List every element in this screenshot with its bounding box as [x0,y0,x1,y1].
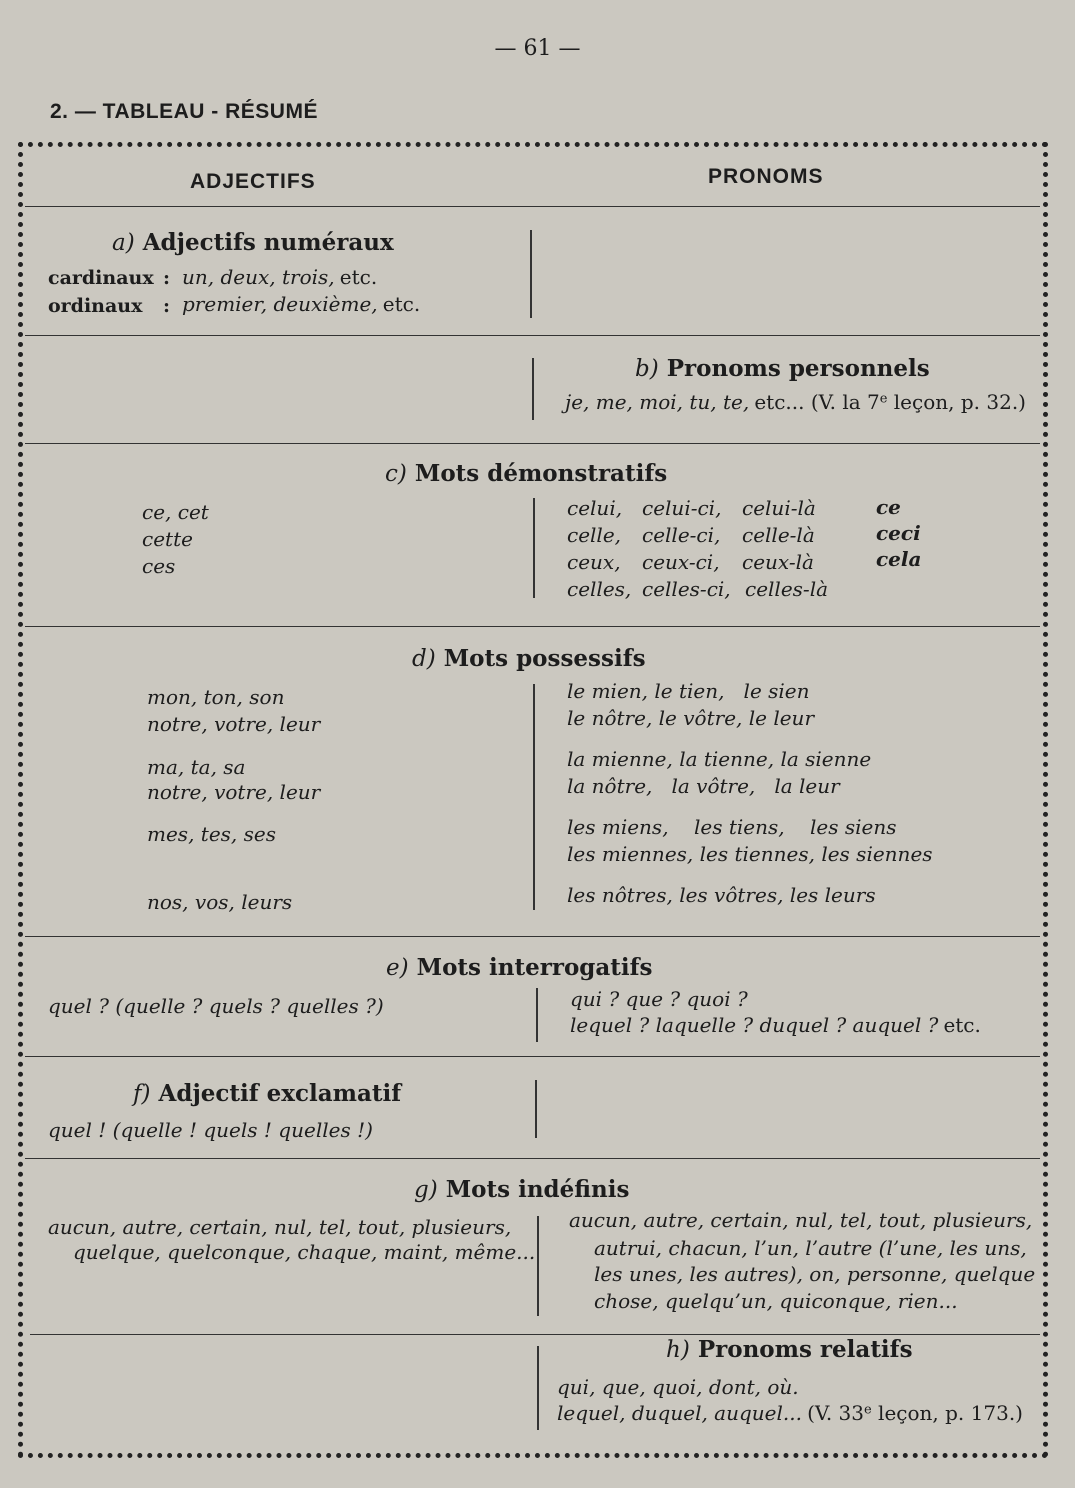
header-pronoms: PRONOMS [708,165,824,188]
column-divider [530,230,532,318]
demonstrative-pronoun: ceux-là [742,550,814,574]
row-divider [25,335,1040,336]
column-divider [535,1080,537,1138]
row-divider [25,1056,1040,1057]
possessive-adjective: notre, votre, leur [147,780,321,804]
demonstrative-pronoun: ceux-ci, [642,550,720,574]
header-adjectifs: ADJECTIFS [190,170,316,193]
section-g-title: g) Mots indéfinis [414,1176,630,1203]
section-e-title: e) Mots interrogatifs [386,954,653,981]
personal-pronouns-line: je, me, moi, tu, te, etc... (V. la 7e leçon, p. 32.) [565,390,1026,414]
ordinaux-examples: premier, deuxième, etc. [182,292,421,316]
demonstrative-pronoun: celle, [567,523,622,547]
demonstrative-pronoun: celle-ci, [642,523,721,547]
demonstrative-pronoun: ceux, [567,550,621,574]
column-divider [533,684,535,910]
section-a-title: a) Adjectifs numéraux [112,229,394,256]
relative-pronoun: lequel, duquel, auquel... (V. 33e leçon, p. 173.) [557,1401,1023,1425]
demonstrative-pronoun: celui-ci, [642,496,722,520]
possessive-pronoun: la nôtre, la vôtre, la leur [567,774,840,798]
interrogative-pronoun: lequel ? laquelle ? duquel ? auquel ? etc. [570,1013,981,1037]
section-f-title: f) Adjectif exclamatif [133,1080,402,1107]
possessive-pronoun: les miens, les tiens, les siens [567,815,897,839]
cardinaux-examples: un, deux, trois, etc. [182,265,378,289]
section-title: 2. — TABLEAU - RÉSUMÉ [50,100,318,123]
demonstrative-adjective: ces [142,554,176,578]
possessive-pronoun: la mienne, la tienne, la sienne [567,747,872,771]
demonstrative-pronoun: celles-là [745,577,829,601]
indefinite-adjective: aucun, autre, certain, nul, tel, tout, plusieurs, [48,1215,512,1239]
demonstrative-pronoun: celui-là [742,496,816,520]
demonstrative-adjective: ce, cet [142,500,209,524]
indefinite-pronoun: les unes, les autres), on, personne, quelque [594,1262,1036,1286]
demonstrative-pronoun: celles-ci, [642,577,731,601]
indefinite-pronoun: aucun, autre, certain, nul, tel, tout, plusieurs, [569,1208,1033,1232]
indefinite-adjective: quelque, quelconque, chaque, maint, même... [73,1240,536,1264]
column-divider [537,1346,539,1430]
possessive-adjective: ma, ta, sa [147,755,246,779]
ordinaux-label: ordinaux [48,295,143,317]
section-c-title: c) Mots démonstratifs [385,460,668,487]
column-divider [533,498,535,598]
possessive-pronoun: les miennes, les tiennes, les siennes [567,842,933,866]
column-divider [532,358,534,420]
cardinaux-sep: : [163,267,171,289]
row-divider [25,206,1040,207]
neutral-pronoun: ce [876,495,901,519]
neutral-pronoun: ceci [876,521,921,545]
cardinaux-label: cardinaux [48,267,154,289]
section-d-title: d) Mots possessifs [412,645,646,672]
row-divider [25,936,1040,937]
row-divider [25,443,1040,444]
interrogative-adjective: quel ? (quelle ? quels ? quelles ?) [48,994,384,1018]
row-divider [25,626,1040,627]
demonstrative-pronoun: celle-là [742,523,815,547]
section-h-title: h) Pronoms relatifs [666,1336,913,1363]
demonstrative-adjective: cette [142,527,193,551]
page-number: — 61 — [494,36,581,61]
column-divider [537,1216,539,1316]
possessive-adjective: mon, ton, son [147,685,285,709]
possessive-adjective: mes, tes, ses [147,822,276,846]
indefinite-pronoun: chose, quelqu’un, quiconque, rien... [594,1289,958,1313]
possessive-pronoun: le nôtre, le vôtre, le leur [567,706,815,730]
relative-pronoun: qui, que, quoi, dont, où. [557,1375,799,1399]
row-divider [30,1334,1040,1335]
section-b-title: b) Pronoms personnels [635,355,930,382]
neutral-pronoun: cela [876,547,922,571]
possessive-pronoun: les nôtres, les vôtres, les leurs [567,883,876,907]
ordinaux-sep: : [163,295,171,317]
demonstrative-pronoun: celui, [567,496,623,520]
row-divider [25,1158,1040,1159]
possessive-adjective: notre, votre, leur [147,712,321,736]
possessive-adjective: nos, vos, leurs [147,890,293,914]
demonstrative-pronoun: celles, [567,577,632,601]
indefinite-pronoun: autrui, chacun, l’un, l’autre (l’une, les uns, [594,1236,1027,1260]
possessive-pronoun: le mien, le tien, le sien [567,679,810,703]
interrogative-pronoun: qui ? que ? quoi ? [570,987,748,1011]
exclamative-adjective: quel ! (quelle ! quels ! quelles !) [48,1118,373,1142]
column-divider [536,988,538,1042]
